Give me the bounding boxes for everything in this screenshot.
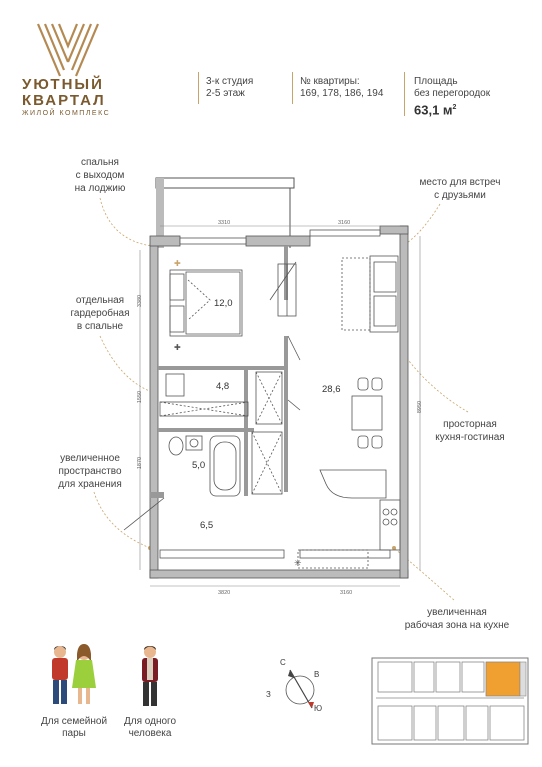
compass-w: З bbox=[266, 690, 271, 699]
note-workzone: увеличенная рабочая зона на кухне bbox=[404, 607, 510, 631]
compass-s: Ю bbox=[314, 704, 323, 713]
windows bbox=[160, 230, 390, 558]
single-person-icon bbox=[130, 642, 170, 712]
dimension-lines bbox=[140, 226, 420, 586]
room-bath-area: 5,0 bbox=[192, 460, 206, 471]
room-living-area: 28,6 bbox=[322, 384, 341, 395]
dim-left-2: 1550 bbox=[137, 390, 144, 404]
family-couple-icon bbox=[38, 642, 108, 712]
sofa bbox=[342, 256, 398, 332]
room-wardrobe-area: 4,8 bbox=[216, 381, 230, 392]
compass-e: В bbox=[314, 670, 320, 679]
dim-right-total: 8950 bbox=[417, 400, 424, 414]
wardrobe-shelves bbox=[160, 372, 282, 424]
type-line1: 3-к студия bbox=[206, 76, 254, 87]
brand-line1: УЮТНЫЙ bbox=[22, 76, 104, 93]
note-meeting: место для встреч с друзьями bbox=[419, 177, 501, 201]
note-storage: увеличенное пространство для хранения bbox=[58, 453, 122, 490]
svg-text:✚: ✚ bbox=[174, 259, 181, 268]
area-label1: Площадь bbox=[414, 76, 458, 87]
dim-left-3: 1870 bbox=[137, 456, 144, 470]
apt-label: № квартиры: bbox=[300, 76, 360, 87]
floor-location-map bbox=[370, 656, 530, 746]
dim-left-1: 3380 bbox=[137, 294, 144, 308]
dim-top-right: 3160 bbox=[338, 220, 351, 226]
note-wardrobe: отдельная гардеробная в спальне bbox=[70, 295, 130, 332]
dim-top-left: 3310 bbox=[218, 220, 231, 226]
compass-n: С bbox=[280, 658, 286, 667]
label-family: Для семейной пары bbox=[40, 716, 108, 739]
dim-bottom-left: 3820 bbox=[218, 590, 231, 596]
note-kitchen: просторная кухня-гостиная bbox=[435, 419, 505, 443]
type-line2: 2-5 этаж bbox=[206, 88, 245, 99]
dining-table bbox=[352, 378, 382, 448]
svg-text:✳: ✳ bbox=[294, 558, 302, 568]
brand-tagline: ЖИЛОЙ КОМПЛЕКС bbox=[22, 110, 111, 117]
room-bedroom-area: 12,0 bbox=[214, 298, 233, 309]
brand-line2: КВАРТАЛ bbox=[22, 92, 106, 109]
bathroom-fixtures bbox=[169, 432, 282, 496]
area-label2: без перегородок bbox=[414, 88, 491, 99]
label-single: Для одного человека bbox=[123, 716, 177, 739]
dim-bottom-right: 3160 bbox=[340, 590, 353, 596]
area-value: 63,1 $м^2$ bbox=[414, 102, 457, 118]
room-hall-area: 6,5 bbox=[200, 520, 214, 531]
apt-numbers: 169, 178, 186, 194 bbox=[300, 88, 384, 99]
svg-text:✚: ✚ bbox=[174, 343, 181, 352]
note-bedroom: спальня с выходом на лоджию bbox=[74, 157, 126, 194]
